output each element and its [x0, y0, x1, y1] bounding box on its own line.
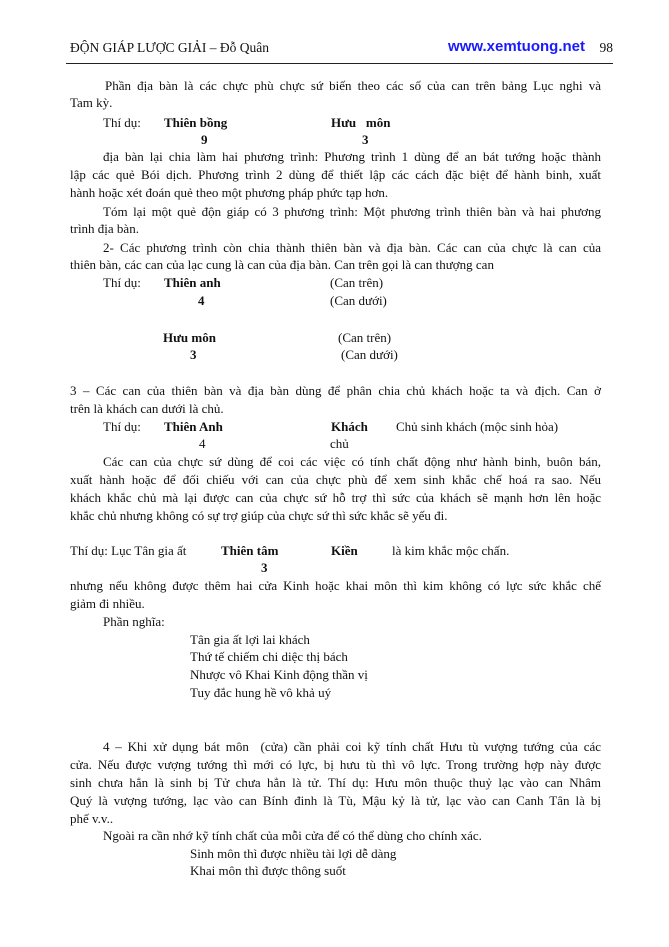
- text-line: 2- Các phương trình còn chia thành thiên bàn và địa bàn. Các can của chực là can của: [103, 240, 601, 255]
- text-line: Quý là vượng tướng, lạc vào can Bính đinh là Tù, Mậu kỷ là tử, lạc vào can Canh Tân là bị: [70, 793, 601, 808]
- verse-line: Khai môn thì được thông suốt: [190, 863, 346, 878]
- example-label: Thí dụ: Lục Tân gia ất: [70, 543, 187, 558]
- example-note: (Can dưới): [341, 347, 398, 362]
- example-term: Thiên Anh: [164, 419, 223, 434]
- example-number: 3: [362, 132, 369, 147]
- example-sub: chủ: [330, 436, 349, 451]
- text-line: Các can của chực sứ dùng để coi các việc có tính chất động như hành binh, buôn bán,: [103, 454, 601, 469]
- text-line: 3 – Các can của thiên bàn và địa bàn dùng để phân chia chủ khách hoặc ta và địch. Can ở: [70, 383, 601, 398]
- example-number: 3: [261, 560, 268, 575]
- header-title: ĐỘN GIÁP LƯỢC GIẢI – Đỗ Quân: [70, 40, 269, 55]
- example-number: 3: [190, 347, 197, 362]
- text-line: Ngoài ra cần nhớ kỹ tính chất của mỗi cửa để có thể dùng cho chính xác.: [103, 828, 482, 843]
- text-line: lập các quẻ Bói dịch. Phương trình 2 dùng để thiết lập các cách đặc biệt để hành binh, xuất: [70, 167, 601, 182]
- text-line: hành hoặc xét đoán quẻ theo một phương pháp phức tạp hơn.: [70, 185, 389, 200]
- text-line: nhưng nếu không được thêm hai cửa Kinh hoặc khai môn thì kim không có lực sức khắc chế: [70, 578, 601, 593]
- text-line: trình địa bàn.: [70, 221, 139, 236]
- verse-line: Tân gia ất lợi lai khách: [190, 632, 310, 647]
- example-label: Thí dụ:: [103, 275, 141, 290]
- text-line: khách khắc chủ mà lại được can của chực sứ hỗ trợ thì sức của khách sẽ mạnh hơn lên hoặc: [70, 490, 601, 505]
- text-line: 4 – Khi xử dụng bát môn (cửa) cần phải coi kỹ tính chất Hưu tù vượng tướng của các: [103, 739, 601, 754]
- text-line: Tam kỳ.: [70, 95, 113, 110]
- text-line: giảm đi nhiều.: [70, 596, 145, 611]
- verse-line: Nhược vô Khai Kinh động thần vị: [190, 667, 368, 682]
- text-line: phế v.v..: [70, 811, 114, 826]
- text-line: địa bàn lại chia làm hai phương trình: Phương trình 1 dùng để an bát tướng hoặc thành: [103, 149, 601, 164]
- text-line: thiên bàn, các can của lạc cung là can của địa bàn. Can trên gọi là can thượng can: [70, 257, 494, 272]
- example-note: (Can dưới): [330, 293, 387, 308]
- example-number: 4: [198, 293, 205, 308]
- example-term: Hưu môn: [163, 330, 216, 345]
- example-term: Thiên bồng: [164, 115, 228, 130]
- example-note: là kim khắc mộc chấn.: [392, 543, 510, 558]
- text-line: Phần địa bàn là các chực phù chực sứ biến theo các số của can trên bảng Lục nghi và: [105, 78, 601, 93]
- example-term: Thiên anh: [164, 275, 221, 290]
- verse-line: Thứ tế chiếm chi diệc thị bách: [190, 649, 348, 664]
- example-note: (Can trên): [330, 275, 384, 290]
- text-line: Tóm lại một quẻ độn giáp có 3 phương trình: Một phương trình thiên bàn và hai phương: [103, 204, 601, 219]
- example-term: Hưu môn: [331, 115, 391, 130]
- verse-line: Tuy đắc hung hề vô khả uý: [190, 685, 332, 700]
- example-number: 9: [201, 132, 208, 147]
- example-number: 4: [199, 436, 206, 451]
- text-line: trên là khách can dưới là chủ.: [70, 401, 224, 416]
- translation-label: Phần nghĩa:: [103, 614, 165, 629]
- example-term: Khách: [331, 419, 368, 434]
- example-label: Thí dụ:: [103, 419, 141, 434]
- example-term: Thiên tâm: [221, 543, 279, 558]
- text-line: xuất hành hoặc để đối chiếu với can của chực phù để xem sinh khắc chế hoá ra sao. Nếu: [70, 472, 601, 487]
- example-label: Thí dụ:: [103, 115, 141, 130]
- verse-line: Sinh môn thì được nhiều tài lợi dễ dàng: [190, 846, 397, 861]
- text-line: sinh chưa hẳn là sinh bị Tử chưa hẳn là tử. Thí dụ: Hưu môn thuộc thuỷ lạc vào can Nhâm: [70, 775, 601, 790]
- example-term: Kiền: [331, 543, 358, 558]
- text-line: cửa. Nếu được vượng tướng thì mới có lực, bị hưu tù thì vô lực. Trong trường hợp này được: [70, 757, 601, 772]
- example-note: (Can trên): [338, 330, 392, 345]
- header-divider: [66, 63, 613, 64]
- page-number: 98: [599, 40, 613, 55]
- page-header: [70, 40, 613, 60]
- header-website-link[interactable]: www.xemtuong.net: [448, 38, 585, 55]
- example-note: Chủ sinh khách (mộc sinh hỏa): [396, 419, 559, 434]
- text-line: khắc chủ nhưng không có sự trợ giúp của chực sứ thì sức khắc sẽ yếu đi.: [70, 508, 448, 523]
